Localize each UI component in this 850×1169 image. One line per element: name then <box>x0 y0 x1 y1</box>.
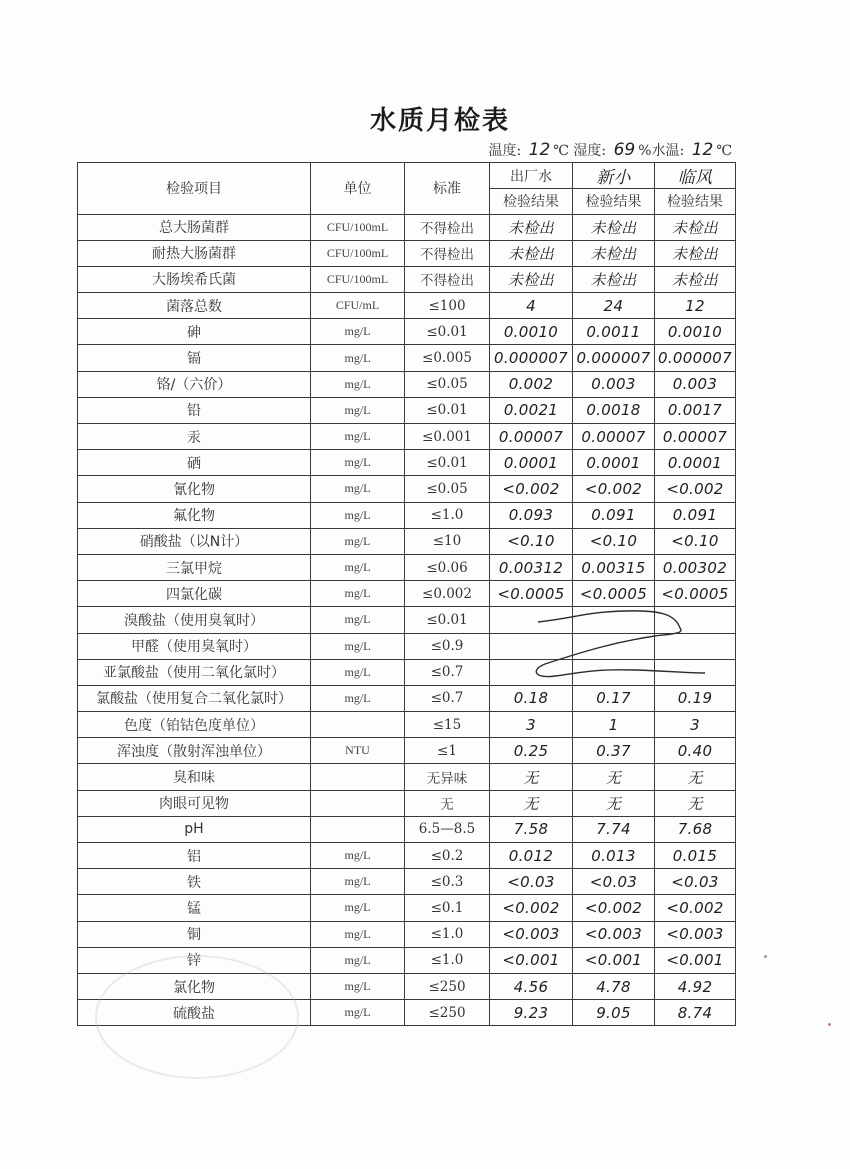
standard-cell: ≤0.01 <box>405 450 490 476</box>
result-xinxiao-cell: 0.37 <box>573 738 655 764</box>
result-plant-outlet-cell: 未检出 <box>490 266 573 292</box>
unit-cell: mg/L <box>311 528 405 554</box>
table-row <box>78 738 736 764</box>
table-row <box>78 921 736 947</box>
item-cell: 臭和味 <box>78 764 311 790</box>
item-cell: 肉眼可见物 <box>78 790 311 816</box>
result-linfeng-cell: 未检出 <box>655 266 736 292</box>
result-linfeng-cell: <0.001 <box>655 947 736 973</box>
result-plant-outlet-cell: 0.0001 <box>490 450 573 476</box>
table-row <box>78 371 736 397</box>
result-linfeng-cell: 0.0010 <box>655 319 736 345</box>
unit-cell <box>311 816 405 842</box>
item-cell: 大肠埃希氏菌 <box>78 266 311 292</box>
result-plant-outlet-cell: 0.012 <box>490 843 573 869</box>
item-cell: 砷 <box>78 319 311 345</box>
result-linfeng-cell: 0.00302 <box>655 554 736 580</box>
unit-cell <box>311 764 405 790</box>
item-cell: 耐热大肠菌群 <box>78 240 311 266</box>
result-xinxiao-cell: <0.002 <box>573 476 655 502</box>
item-cell: 四氯化碳 <box>78 581 311 607</box>
item-cell: 硫酸盐 <box>78 1000 311 1026</box>
table-row <box>78 869 736 895</box>
result-xinxiao-cell: 无 <box>573 790 655 816</box>
header-site-xinxiao: 新小 <box>573 163 655 189</box>
result-plant-outlet-cell: 9.23 <box>490 1000 573 1026</box>
water-quality-table <box>77 162 736 1026</box>
unit-cell: mg/L <box>311 685 405 711</box>
unit-cell: mg/L <box>311 476 405 502</box>
standard-cell: 不得检出 <box>405 266 490 292</box>
result-xinxiao-cell: 0.000007 <box>573 345 655 371</box>
result-xinxiao-cell: 0.091 <box>573 502 655 528</box>
result-plant-outlet-cell <box>490 633 573 659</box>
result-xinxiao-cell: 未检出 <box>573 214 655 240</box>
result-xinxiao-cell: <0.002 <box>573 895 655 921</box>
result-plant-outlet-cell: 无 <box>490 790 573 816</box>
result-xinxiao-cell: <0.10 <box>573 528 655 554</box>
result-xinxiao-cell: 4.78 <box>573 973 655 999</box>
result-xinxiao-cell: <0.003 <box>573 921 655 947</box>
table-row <box>78 345 736 371</box>
result-xinxiao-cell: 0.0018 <box>573 397 655 423</box>
water-temp-label: 水温: <box>651 143 685 159</box>
table-row <box>78 554 736 580</box>
standard-cell: ≤0.2 <box>405 843 490 869</box>
item-cell: 三氯甲烷 <box>78 554 311 580</box>
humidity-label: 湿度: <box>573 143 607 159</box>
unit-cell <box>311 712 405 738</box>
result-plant-outlet-cell: 0.0010 <box>490 319 573 345</box>
result-xinxiao-cell: 0.00007 <box>573 424 655 450</box>
result-linfeng-cell: 无 <box>655 764 736 790</box>
result-plant-outlet-cell: <0.10 <box>490 528 573 554</box>
result-plant-outlet-cell: 0.25 <box>490 738 573 764</box>
item-cell: 汞 <box>78 424 311 450</box>
table-row <box>78 607 736 633</box>
result-linfeng-cell <box>655 633 736 659</box>
table-row <box>78 816 736 842</box>
table-row <box>78 659 736 685</box>
result-linfeng-cell: <0.03 <box>655 869 736 895</box>
header-result-3: 检验结果 <box>655 189 736 215</box>
unit-cell: mg/L <box>311 633 405 659</box>
result-xinxiao-cell: 7.74 <box>573 816 655 842</box>
item-cell: 氯酸盐（使用复合二氧化氯时） <box>78 685 311 711</box>
result-linfeng-cell: <0.10 <box>655 528 736 554</box>
item-cell: pH <box>78 816 311 842</box>
standard-cell: 无异味 <box>405 764 490 790</box>
unit-cell: mg/L <box>311 1000 405 1026</box>
unit-cell: CFU/100mL <box>311 214 405 240</box>
item-cell: 铬/（六价） <box>78 371 311 397</box>
result-xinxiao-cell: 未检出 <box>573 240 655 266</box>
result-xinxiao-cell: 0.003 <box>573 371 655 397</box>
unit-cell: mg/L <box>311 319 405 345</box>
standard-cell: ≤0.9 <box>405 633 490 659</box>
conditions-line <box>488 140 732 160</box>
standard-cell: ≤250 <box>405 973 490 999</box>
item-cell: 氯化物 <box>78 973 311 999</box>
standard-cell: ≤0.06 <box>405 554 490 580</box>
table-row <box>78 293 736 319</box>
humidity-unit: % <box>638 143 652 159</box>
result-plant-outlet-cell: 未检出 <box>490 240 573 266</box>
result-linfeng-cell: <0.002 <box>655 476 736 502</box>
unit-cell: CFU/mL <box>311 293 405 319</box>
result-xinxiao-cell <box>573 607 655 633</box>
result-plant-outlet-cell: 0.093 <box>490 502 573 528</box>
header-item: 检验项目 <box>78 163 311 215</box>
unit-cell <box>311 790 405 816</box>
standard-cell: ≤0.7 <box>405 685 490 711</box>
item-cell: 锌 <box>78 947 311 973</box>
result-plant-outlet-cell: <0.001 <box>490 947 573 973</box>
table-row <box>78 528 736 554</box>
result-linfeng-cell: 0.0017 <box>655 397 736 423</box>
table-row <box>78 685 736 711</box>
result-xinxiao-cell: 1 <box>573 712 655 738</box>
table-row <box>78 240 736 266</box>
result-linfeng-cell: 无 <box>655 790 736 816</box>
table-row <box>78 973 736 999</box>
result-plant-outlet-cell: <0.003 <box>490 921 573 947</box>
unit-cell: CFU/100mL <box>311 240 405 266</box>
result-linfeng-cell: 0.015 <box>655 843 736 869</box>
unit-cell: mg/L <box>311 371 405 397</box>
result-xinxiao-cell: 9.05 <box>573 1000 655 1026</box>
result-xinxiao-cell: 0.17 <box>573 685 655 711</box>
result-linfeng-cell: 未检出 <box>655 214 736 240</box>
standard-cell: ≤1.0 <box>405 502 490 528</box>
table-body <box>78 214 736 1026</box>
standard-cell: ≤0.3 <box>405 869 490 895</box>
standard-cell: ≤1.0 <box>405 921 490 947</box>
result-xinxiao-cell: <0.0005 <box>573 581 655 607</box>
table-row <box>78 502 736 528</box>
standard-cell: ≤0.7 <box>405 659 490 685</box>
standard-cell: ≤0.01 <box>405 319 490 345</box>
item-cell: 硒 <box>78 450 311 476</box>
unit-cell: mg/L <box>311 921 405 947</box>
result-linfeng-cell: 4.92 <box>655 973 736 999</box>
table-row <box>78 214 736 240</box>
result-linfeng-cell: 3 <box>655 712 736 738</box>
standard-cell: ≤0.001 <box>405 424 490 450</box>
result-xinxiao-cell: <0.001 <box>573 947 655 973</box>
unit-cell: mg/L <box>311 397 405 423</box>
standard-cell: ≤0.1 <box>405 895 490 921</box>
item-cell: 铜 <box>78 921 311 947</box>
unit-cell: mg/L <box>311 424 405 450</box>
table-row <box>78 397 736 423</box>
standard-cell: ≤0.01 <box>405 607 490 633</box>
result-plant-outlet-cell: 0.18 <box>490 685 573 711</box>
result-plant-outlet-cell: <0.002 <box>490 476 573 502</box>
unit-cell: mg/L <box>311 973 405 999</box>
item-cell: 铁 <box>78 869 311 895</box>
header-unit: 单位 <box>311 163 405 215</box>
standard-cell: ≤0.002 <box>405 581 490 607</box>
item-cell: 色度（铂钴色度单位） <box>78 712 311 738</box>
table-row <box>78 895 736 921</box>
result-xinxiao-cell: 0.0011 <box>573 319 655 345</box>
unit-cell: CFU/100mL <box>311 266 405 292</box>
table-row <box>78 1000 736 1026</box>
result-linfeng-cell: 0.091 <box>655 502 736 528</box>
unit-cell: mg/L <box>311 554 405 580</box>
result-plant-outlet-cell <box>490 607 573 633</box>
item-cell: 锰 <box>78 895 311 921</box>
result-plant-outlet-cell: <0.0005 <box>490 581 573 607</box>
result-linfeng-cell <box>655 607 736 633</box>
result-linfeng-cell: 8.74 <box>655 1000 736 1026</box>
table-row <box>78 790 736 816</box>
result-linfeng-cell: 0.19 <box>655 685 736 711</box>
unit-cell: mg/L <box>311 345 405 371</box>
item-cell: 氰化物 <box>78 476 311 502</box>
result-plant-outlet-cell: 7.58 <box>490 816 573 842</box>
result-plant-outlet-cell: <0.002 <box>490 895 573 921</box>
result-plant-outlet-cell: 3 <box>490 712 573 738</box>
header-standard: 标准 <box>405 163 490 215</box>
item-cell: 硝酸盐（以N计） <box>78 528 311 554</box>
temperature-unit: ℃ <box>553 143 569 159</box>
result-linfeng-cell: 未检出 <box>655 240 736 266</box>
standard-cell: ≤15 <box>405 712 490 738</box>
item-cell: 亚氯酸盐（使用二氧化氯时） <box>78 659 311 685</box>
unit-cell: mg/L <box>311 843 405 869</box>
result-linfeng-cell: 0.000007 <box>655 345 736 371</box>
unit-cell: mg/L <box>311 659 405 685</box>
unit-cell: mg/L <box>311 947 405 973</box>
table-row <box>78 581 736 607</box>
result-linfeng-cell: 12 <box>655 293 736 319</box>
water-temp-value: 12 <box>691 140 714 160</box>
temperature-label: 温度: <box>488 143 522 159</box>
item-cell: 总大肠菌群 <box>78 214 311 240</box>
table-row <box>78 947 736 973</box>
result-linfeng-cell: 0.40 <box>655 738 736 764</box>
result-xinxiao-cell <box>573 633 655 659</box>
result-xinxiao-cell: 0.013 <box>573 843 655 869</box>
standard-cell: ≤100 <box>405 293 490 319</box>
header-result-1: 检验结果 <box>490 189 573 215</box>
result-linfeng-cell <box>655 659 736 685</box>
scan-speck <box>828 1023 831 1026</box>
water-temp-unit: ℃ <box>716 143 732 159</box>
result-xinxiao-cell: 24 <box>573 293 655 319</box>
unit-cell: mg/L <box>311 869 405 895</box>
header-site-plant-outlet: 出厂水 <box>490 163 573 189</box>
document-title: 水质月检表 <box>369 106 510 136</box>
result-plant-outlet-cell: 0.00007 <box>490 424 573 450</box>
result-linfeng-cell: 0.00007 <box>655 424 736 450</box>
standard-cell: 6.5—8.5 <box>405 816 490 842</box>
item-cell: 菌落总数 <box>78 293 311 319</box>
item-cell: 溴酸盐（使用臭氧时） <box>78 607 311 633</box>
standard-cell: 不得检出 <box>405 214 490 240</box>
humidity-value: 69 <box>613 140 636 160</box>
table-row <box>78 476 736 502</box>
result-plant-outlet-cell: 0.0021 <box>490 397 573 423</box>
temperature-value: 12 <box>528 140 551 160</box>
result-xinxiao-cell: 未检出 <box>573 266 655 292</box>
standard-cell: ≤1 <box>405 738 490 764</box>
unit-cell: mg/L <box>311 502 405 528</box>
item-cell: 浑浊度（散射浑浊单位） <box>78 738 311 764</box>
result-plant-outlet-cell: 0.00312 <box>490 554 573 580</box>
result-linfeng-cell: <0.003 <box>655 921 736 947</box>
standard-cell: ≤0.05 <box>405 476 490 502</box>
result-linfeng-cell: 7.68 <box>655 816 736 842</box>
result-xinxiao-cell: <0.03 <box>573 869 655 895</box>
header-site-linfeng: 临风 <box>655 163 736 189</box>
table-row <box>78 450 736 476</box>
result-xinxiao-cell: 无 <box>573 764 655 790</box>
table-row <box>78 764 736 790</box>
standard-cell: ≤0.01 <box>405 397 490 423</box>
item-cell: 铝 <box>78 843 311 869</box>
result-plant-outlet-cell: 未检出 <box>490 214 573 240</box>
table-row <box>78 319 736 345</box>
table-row <box>78 424 736 450</box>
table-row <box>78 843 736 869</box>
standard-cell: 无 <box>405 790 490 816</box>
result-xinxiao-cell <box>573 659 655 685</box>
item-cell: 甲醛（使用臭氧时） <box>78 633 311 659</box>
result-xinxiao-cell: 0.00315 <box>573 554 655 580</box>
result-plant-outlet-cell: 0.000007 <box>490 345 573 371</box>
item-cell: 氟化物 <box>78 502 311 528</box>
header-result-2: 检验结果 <box>573 189 655 215</box>
item-cell: 铅 <box>78 397 311 423</box>
unit-cell: mg/L <box>311 450 405 476</box>
unit-cell: mg/L <box>311 607 405 633</box>
result-plant-outlet-cell: 0.002 <box>490 371 573 397</box>
table-row <box>78 633 736 659</box>
standard-cell: ≤1.0 <box>405 947 490 973</box>
table-row <box>78 712 736 738</box>
result-plant-outlet-cell: 4.56 <box>490 973 573 999</box>
unit-cell: mg/L <box>311 581 405 607</box>
unit-cell: NTU <box>311 738 405 764</box>
result-linfeng-cell: 0.003 <box>655 371 736 397</box>
result-linfeng-cell: <0.0005 <box>655 581 736 607</box>
result-linfeng-cell: <0.002 <box>655 895 736 921</box>
result-plant-outlet-cell <box>490 659 573 685</box>
standard-cell: ≤250 <box>405 1000 490 1026</box>
standard-cell: ≤10 <box>405 528 490 554</box>
result-plant-outlet-cell: <0.03 <box>490 869 573 895</box>
result-plant-outlet-cell: 无 <box>490 764 573 790</box>
result-xinxiao-cell: 0.0001 <box>573 450 655 476</box>
standard-cell: ≤0.05 <box>405 371 490 397</box>
result-plant-outlet-cell: 4 <box>490 293 573 319</box>
standard-cell: ≤0.005 <box>405 345 490 371</box>
result-linfeng-cell: 0.0001 <box>655 450 736 476</box>
item-cell: 镉 <box>78 345 311 371</box>
unit-cell: mg/L <box>311 895 405 921</box>
scan-speck <box>764 955 767 958</box>
standard-cell: 不得检出 <box>405 240 490 266</box>
table-row <box>78 266 736 292</box>
